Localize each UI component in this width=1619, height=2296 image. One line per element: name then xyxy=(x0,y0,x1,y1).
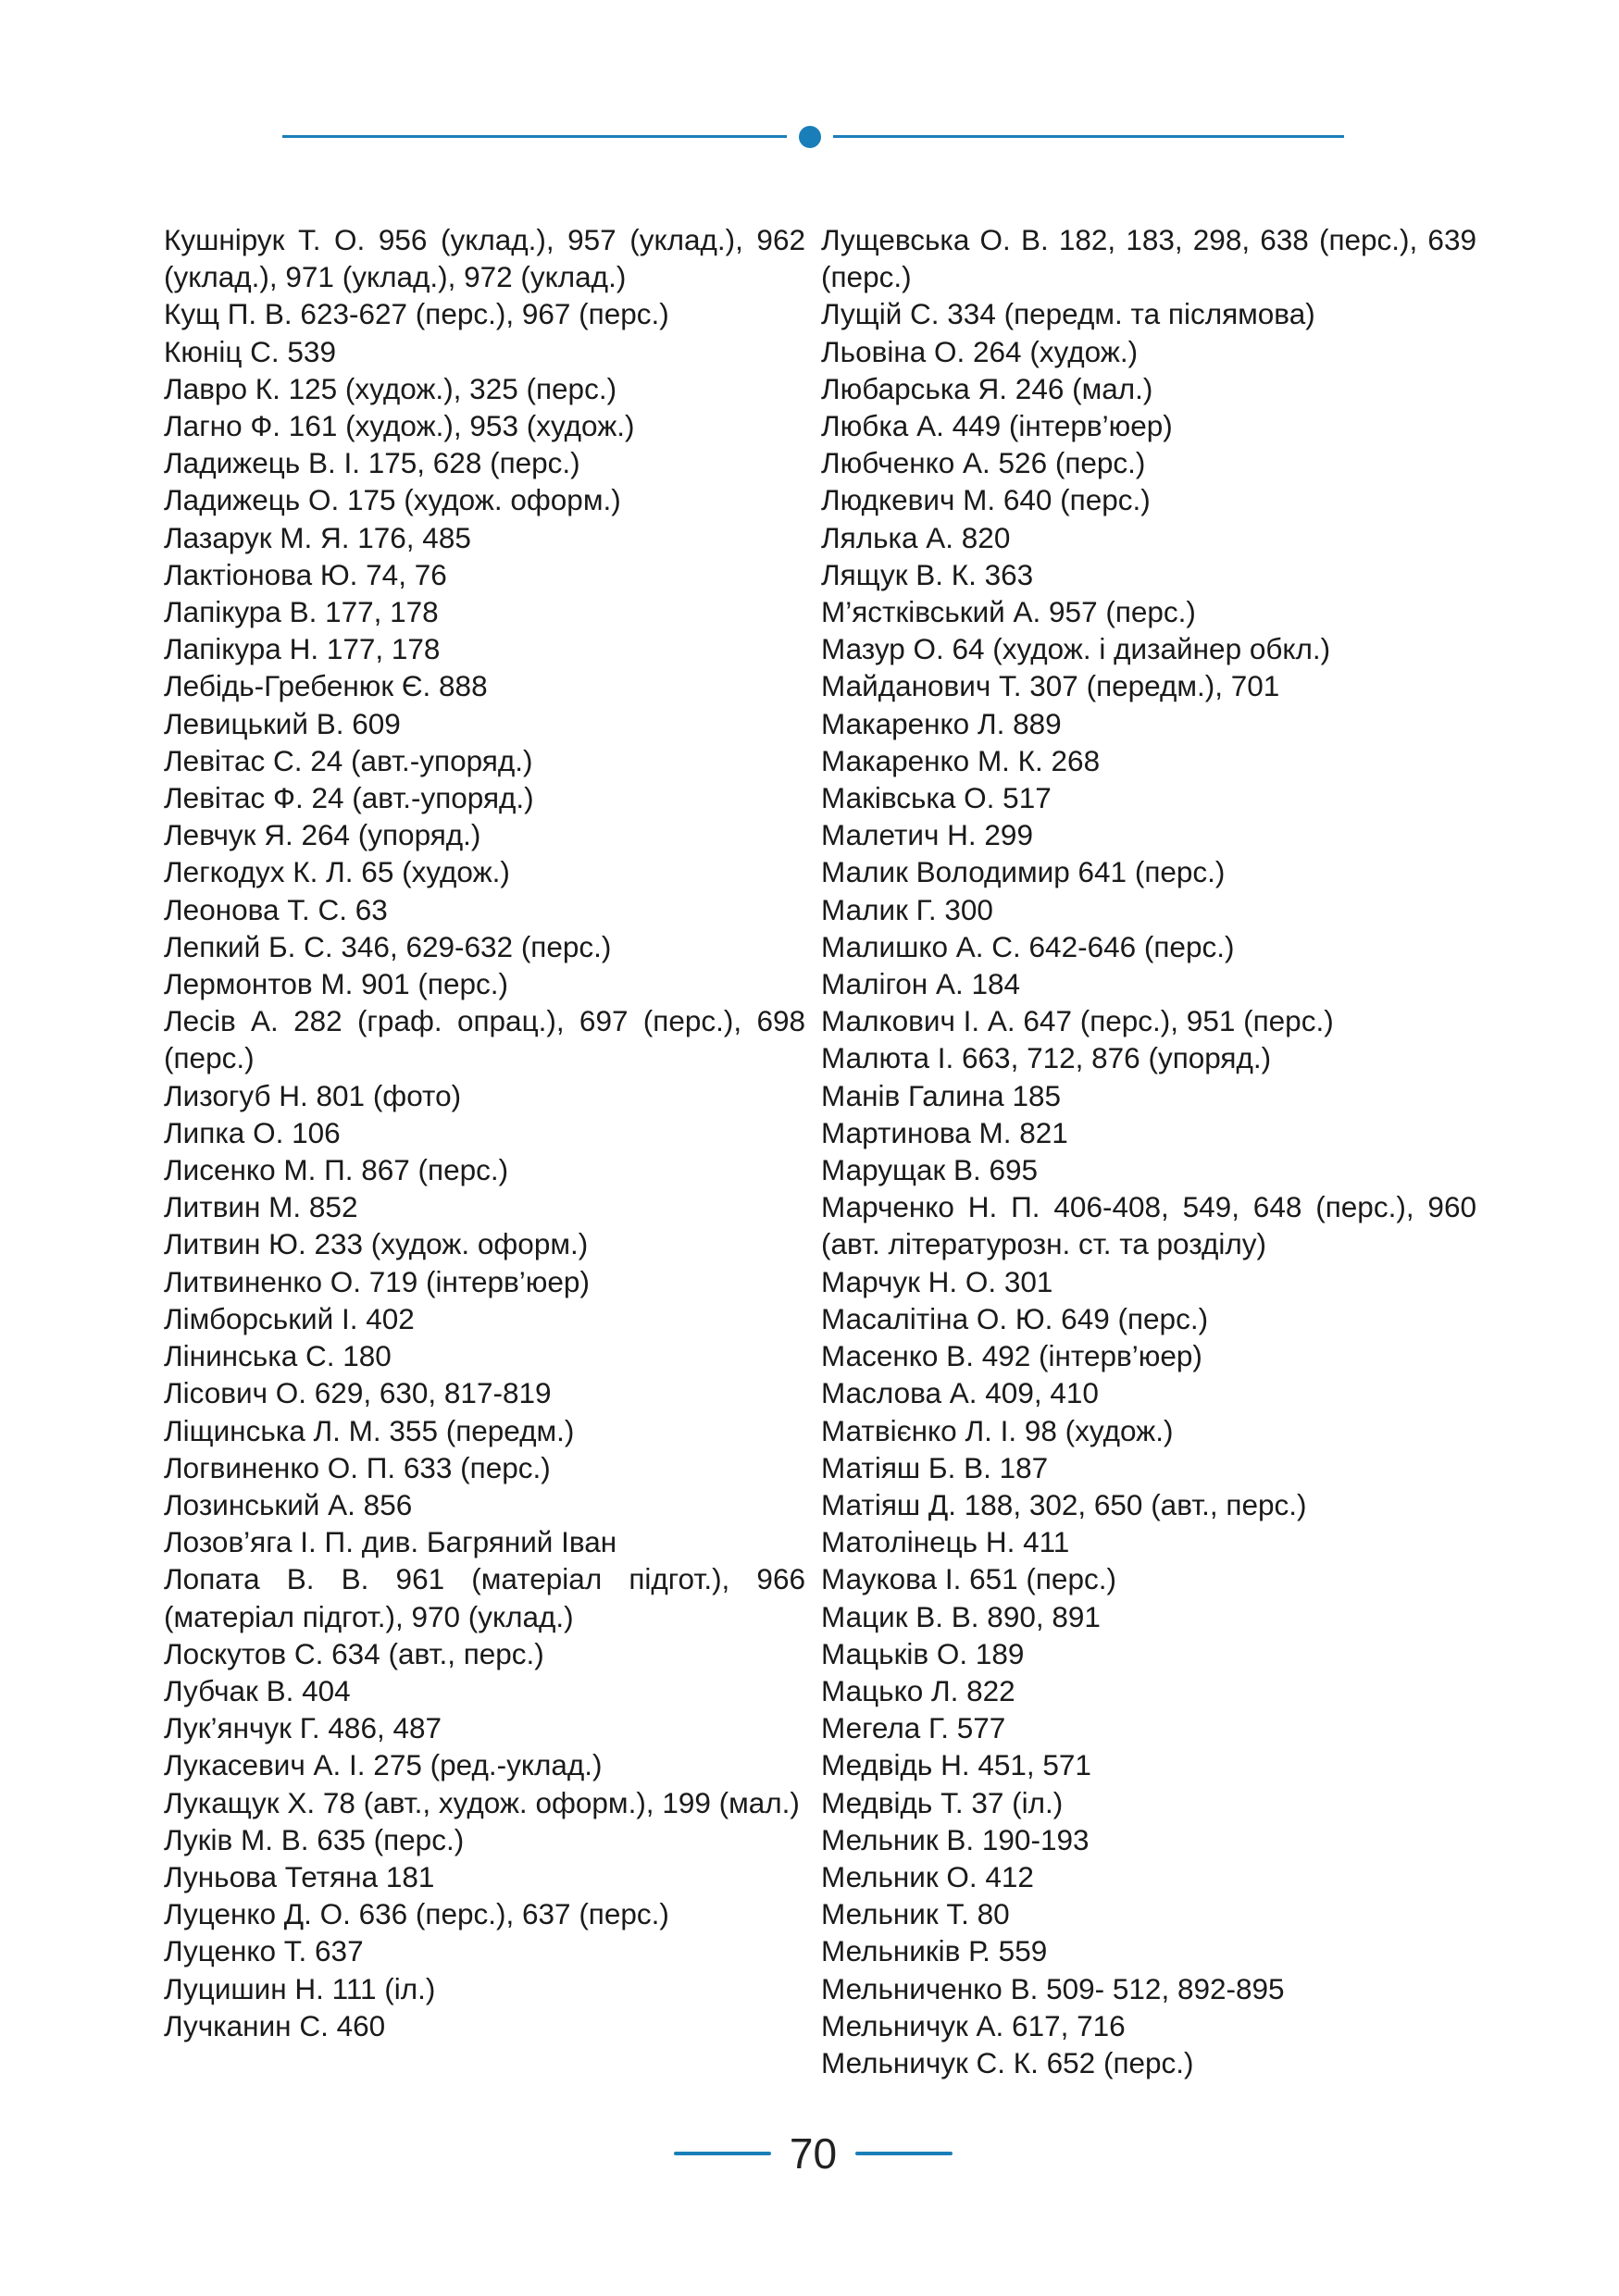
index-entry: Марченко Н. П. 406-408, 549, 648 (перс.), 960 (авт. літературозн. ст. та розділу) xyxy=(821,1190,1476,1261)
index-entry: Лизогуб Н. 801 (фото) xyxy=(164,1078,462,1112)
index-entry: Макаренко М. К. 268 xyxy=(821,743,1101,777)
index-entry: Луньова Тетяна 181 xyxy=(164,1859,435,1893)
index-entry: Леонова Т. С. 63 xyxy=(164,892,388,926)
index-entry: Малігон А. 184 xyxy=(821,967,1021,1001)
index-entry: Лисенко М. П. 867 (перс.) xyxy=(164,1153,509,1187)
header-rule-right xyxy=(833,135,1344,138)
index-entry: Медвідь Т. 37 (іл.) xyxy=(821,1785,1064,1819)
index-entry: Лімборський І. 402 xyxy=(164,1301,415,1335)
index-entry: Маукова І. 651 (перс.) xyxy=(821,1562,1116,1596)
index-entry: Маківська О. 517 xyxy=(821,781,1052,815)
index-entry: Малетич Н. 299 xyxy=(821,818,1033,852)
index-entry: Лапікура Н. 177, 178 xyxy=(164,632,441,666)
index-entry: Лукасевич А. І. 275 (ред.-уклад.) xyxy=(164,1748,603,1782)
index-entry: Мартинова М. 821 xyxy=(821,1115,1068,1149)
index-entry: Лукащук Х. 78 (авт., худож. оформ.), 199 (мал.) xyxy=(164,1785,800,1819)
index-entry: Медвідь Н. 451, 571 xyxy=(821,1748,1091,1782)
index-entry: Лубчак В. 404 xyxy=(164,1673,351,1707)
index-entry: Кущ П. В. 623-627 (перс.), 967 (перс.) xyxy=(164,297,669,331)
index-entry: Лялька А. 820 xyxy=(821,520,1011,554)
index-entry: Лінинська С. 180 xyxy=(164,1339,392,1373)
index-entry: Малик Володимир 641 (перс.) xyxy=(821,855,1226,889)
index-entry: Луків М. В. 635 (перс.) xyxy=(164,1822,465,1856)
index-entry: Мацько Л. 822 xyxy=(821,1673,1015,1707)
index-entry: Мельничук С. К. 652 (перс.) xyxy=(821,2045,1194,2079)
index-entry: Масалітіна О. Ю. 649 (перс.) xyxy=(821,1301,1209,1335)
index-entry: Лущевська О. В. 182, 183, 298, 638 (перс.), 639 (перс.) xyxy=(821,223,1476,294)
index-entry: Лучканин С. 460 xyxy=(164,2008,386,2042)
index-entry: Левітас С. 24 (авт.-упоряд.) xyxy=(164,743,533,777)
index-entry: Ліщинська Л. М. 355 (передм.) xyxy=(164,1413,575,1447)
footer-rule-right xyxy=(855,2152,953,2155)
index-entry: Матвієнко Л. І. 98 (худож.) xyxy=(821,1413,1174,1447)
index-entry: Лапікура В. 177, 178 xyxy=(164,595,439,629)
index-entry: Легкодух К. Л. 65 (худож.) xyxy=(164,855,510,889)
index-entry: Мельників Р. 559 xyxy=(821,1934,1048,1968)
index-entry: Лозинський А. 856 xyxy=(164,1487,413,1521)
index-entry: Манів Галина 185 xyxy=(821,1078,1061,1112)
index-entry: Малик Г. 300 xyxy=(821,892,993,926)
index-entry: Лебідь-Гребенюк Є. 888 xyxy=(164,669,488,703)
index-entry: Луцишин Н. 111 (іл.) xyxy=(164,1971,436,2005)
index-column-right xyxy=(821,221,1476,2081)
index-entry: Лагно Ф. 161 (худож.), 953 (худож.) xyxy=(164,409,635,443)
index-entry: Мацик В. В. 890, 891 xyxy=(821,1599,1101,1633)
index-entry: Мацьків О. 189 xyxy=(821,1636,1025,1670)
index-entry: Литвин М. 852 xyxy=(164,1190,358,1224)
index-entry: Литвин Ю. 233 (худож. оформ.) xyxy=(164,1227,589,1261)
index-entry: Мельничук А. 617, 716 xyxy=(821,2008,1126,2042)
header-rule-left xyxy=(282,135,787,138)
index-entry: Лопата В. В. 961 (матеріал підгот.), 966 (матеріал підгот.), 970 (уклад.) xyxy=(164,1562,805,1633)
index-entry: Макаренко Л. 889 xyxy=(821,706,1062,740)
index-entry: Левчук Я. 264 (упоряд.) xyxy=(164,818,481,852)
index-entry: Малишко А. С. 642-646 (перс.) xyxy=(821,929,1235,963)
index-entry: Лозов’яга І. П. див. Багряний Іван xyxy=(164,1525,617,1559)
index-entry: Лазарук М. Я. 176, 485 xyxy=(164,520,471,554)
index-entry: Масенко В. 492 (інтерв’юер) xyxy=(821,1339,1202,1373)
index-entry: Ладижець В. І. 175, 628 (перс.) xyxy=(164,446,580,480)
index-column-left xyxy=(164,221,805,2044)
index-entry: Лермонтов М. 901 (перс.) xyxy=(164,967,508,1001)
index-entry: Лісович О. 629, 630, 817-819 xyxy=(164,1376,552,1410)
index-entry: Лепкий Б. С. 346, 629-632 (перс.) xyxy=(164,929,612,963)
index-entry: Мельник Т. 80 xyxy=(821,1897,1010,1931)
index-entry: Маслова А. 409, 410 xyxy=(821,1376,1099,1410)
index-entry: Мельниченко В. 509- 512, 892-895 xyxy=(821,1971,1285,2005)
index-entry: Малкович І. А. 647 (перс.), 951 (перс.) xyxy=(821,1004,1334,1038)
index-entry: Мазур О. 64 (худож. і дизайнер обкл.) xyxy=(821,632,1331,666)
index-entry: Лящук В. К. 363 xyxy=(821,557,1034,591)
index-entry: Липка О. 106 xyxy=(164,1115,341,1149)
index-entry: Луценко Д. О. 636 (перс.), 637 (перс.) xyxy=(164,1897,669,1931)
index-entry: Лук’янчук Г. 486, 487 xyxy=(164,1711,442,1745)
index-entry: Малюта І. 663, 712, 876 (упоряд.) xyxy=(821,1041,1272,1075)
index-entry: Любарська Я. 246 (мал.) xyxy=(821,371,1153,405)
index-entry: Лущій С. 334 (передм. та післямова) xyxy=(821,297,1315,331)
index-entry: Любченко А. 526 (перс.) xyxy=(821,446,1146,480)
index-entry: Левітас Ф. 24 (авт.-упоряд.) xyxy=(164,781,534,815)
index-entry: М’ястківський А. 957 (перс.) xyxy=(821,595,1196,629)
index-entry: Мельник В. 190-193 xyxy=(821,1822,1090,1856)
page-number: 70 xyxy=(789,2129,838,2178)
index-entry: Матіяш Б. В. 187 xyxy=(821,1450,1049,1484)
index-entry: Марущак В. 695 xyxy=(821,1153,1039,1187)
index-entry: Марчук Н. О. 301 xyxy=(821,1264,1053,1298)
index-entry: Ладижець О. 175 (худож. оформ.) xyxy=(164,483,621,517)
index-entry: Матолінець Н. 411 xyxy=(821,1525,1070,1559)
index-entry: Матіяш Д. 188, 302, 650 (авт., перс.) xyxy=(821,1487,1307,1521)
header-dot xyxy=(799,126,821,148)
index-entry: Людкевич М. 640 (перс.) xyxy=(821,483,1151,517)
index-entry: Лактіонова Ю. 74, 76 xyxy=(164,557,447,591)
index-entry: Лесів А. 282 (граф. опрац.), 697 (перс.), 698 (перс.) xyxy=(164,1004,805,1075)
index-entry: Литвиненко О. 719 (інтерв’юер) xyxy=(164,1264,590,1298)
footer-rule-left xyxy=(674,2152,771,2155)
index-entry: Логвиненко О. П. 633 (перс.) xyxy=(164,1450,551,1484)
index-entry: Кюніц С. 539 xyxy=(164,334,336,368)
index-entry: Любка А. 449 (інтерв’юер) xyxy=(821,409,1173,443)
index-entry: Луценко Т. 637 xyxy=(164,1934,364,1968)
index-entry: Мегела Г. 577 xyxy=(821,1711,1006,1745)
index-entry: Кушнірук Т. О. 956 (уклад.), 957 (уклад.), 962 (уклад.), 971 (уклад.), 972 (уклад.) xyxy=(164,223,805,294)
index-entry: Мельник О. 412 xyxy=(821,1859,1034,1893)
index-entry: Левицький В. 609 xyxy=(164,706,401,740)
index-entry: Лоскутов С. 634 (авт., перс.) xyxy=(164,1636,544,1670)
index-entry: Майданович Т. 307 (передм.), 701 xyxy=(821,669,1280,703)
index-entry: Лавро К. 125 (худож.), 325 (перс.) xyxy=(164,371,617,405)
index-entry: Льовіна О. 264 (худож.) xyxy=(821,334,1139,368)
